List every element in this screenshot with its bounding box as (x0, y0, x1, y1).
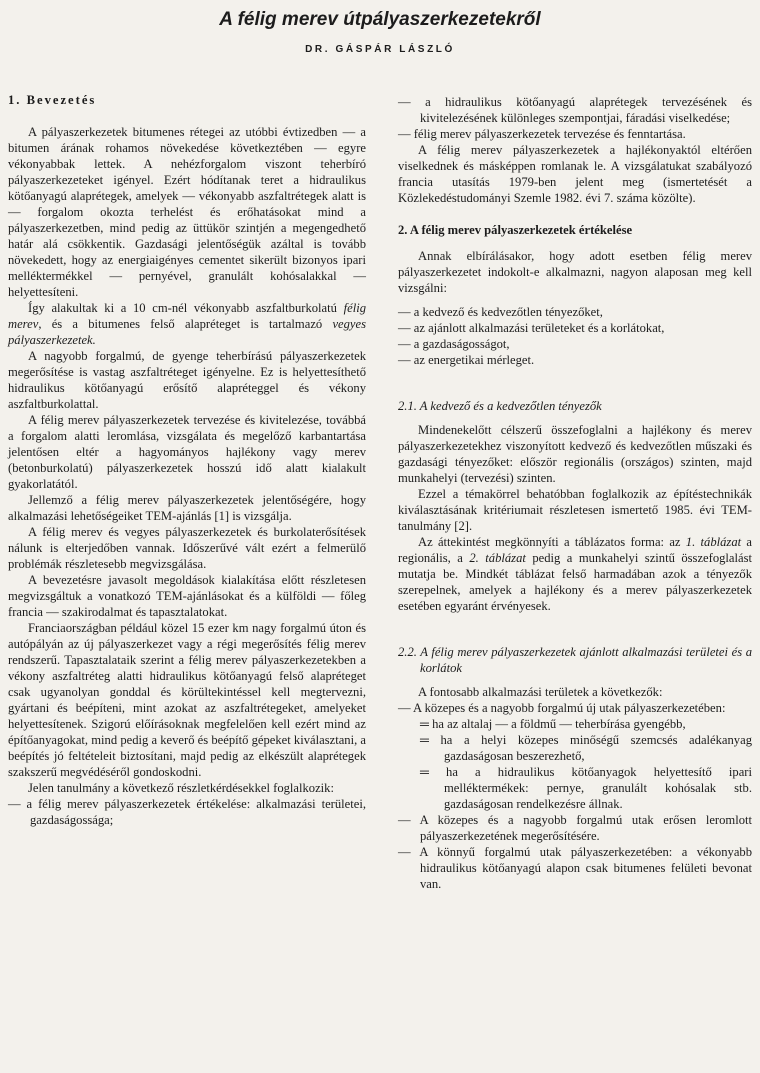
list-item: — A közepes és a nagyobb forgalmú új utak pályaszerkezetében: (398, 701, 726, 715)
paragraph: Annak elbírálásakor, hogy adott esetben félig merev pályaszerkezetet indokolt-e alkalmazni, nagyon alaposan meg kell vizsgálni: (398, 249, 752, 295)
text-span: Így alakultak ki a 10 cm-nél vékonyabb aszfaltburkolatú (28, 301, 344, 315)
paragraph (398, 534, 752, 614)
sub-list-item: ═ ha a helyi közepes minőségű szemcsés adalékanyag gazdaságosan beszerezhető, (420, 733, 752, 763)
paragraph: A bevezetésre javasolt megoldások kialakítása előtt részletesen megvizsgáltuk a vonatkozó TEM-ajánlásokat és a külföldi — főleg francia — szakirodalmat és tapasztalatokat. (8, 573, 366, 619)
paragraph (8, 300, 366, 348)
list-item: — a hidraulikus kötőanyagú alaprétegek tervezésének és kivitelezésének különleges szempontjai, fáradási viselkedése; (398, 95, 752, 125)
list-item: — A közepes és a nagyobb forgalmú utak erősen leromlott pályaszerkezetének megerősítésére. (398, 813, 752, 843)
paragraph: Mindenekelőtt célszerű összefoglalni a hajlékony és merev pályaszerkezetekhez viszonyított kedvező és kedvezőtlen műszaki és gazdasági tényezőket: először regionális (országos) szinten, majd munkahelyi (tervezési) szinten. (398, 423, 752, 485)
text-span: a regionális, a (398, 535, 752, 565)
subsection-heading: 2.2. A félig merev pályaszerkezetek ajánlott alkalmazási területei és a korlátok (398, 645, 752, 675)
section-heading-intro: 1. Bevezetés (8, 93, 97, 107)
paragraph: A fontosabb alkalmazási területek a következők: (418, 685, 663, 699)
list-item: — az ajánlott alkalmazási területeket és a korlátokat, (398, 321, 665, 335)
left-column (8, 92, 366, 828)
section-heading-evaluation: 2. A félig merev pályaszerkezetek értékelése (398, 223, 633, 237)
list-item: — a gazdaságosságot, (398, 337, 510, 351)
paragraph: Ezzel a témakörrel behatóbban foglalkozik az építéstechnikák kiválasztásának kritériumait részletesen ismertető 1985. évi TEM-tanulmány [2]. (398, 487, 752, 533)
paragraph: Franciaországban például közel 15 ezer km nagy forgalmú úton és autópályán az új pályaszerkezet vagy a régi megerősítés félig merev rendszerű. Tapasztalataik szerint a félig merev pályaszerkezetekben a vékony aszfaltréteg alatti hidraulikus kötőanyagú felső alapréteget csak ugyanolyan gonddal és körültekintéssel kell megtervezni, gyártani és beépíteni, mint azokat az aszfaltrétegeket, amelyeket helyettesítenek. Szigorú előírásoknak megfelelően kell ezért mind az építőanyagokat, mind pedig a keverő és beépítő gépeket kiválasztani, a beépítés jó feltételeit biztosítani, majd pedig az elkészült alaprétegek szakszerű megvédéséről gondoskodni. (8, 621, 366, 779)
list-item: — a félig merev pályaszerkezetek értékelése: alkalmazási területei, gazdaságossága; (8, 797, 366, 827)
list-item: — A könnyű forgalmú utak pályaszerkezetében: a vékonyabb hidraulikus kötőanyagú alapon csak bitumenes felületi bevonat van. (398, 845, 752, 891)
paragraph: Jellemző a félig merev pályaszerkezetek jelentőségére, hogy alkalmazási lehetőségeiket TEM-ajánlás [1] is vizsgálja. (8, 493, 366, 523)
paragraph: A félig merev és vegyes pályaszerkezetek és burkolaterősítések nálunk is elterjedőben vannak. Időszerűvé vált ezért a felmerülő problémák részletesebb megvizsgálása. (8, 525, 366, 571)
text-span: pedig a munkahelyi szintű összefoglalást mutatja be. Mindkét táblázat felső harmadában azok a tényezők szerepelnek, amelyek a hajlékony és a merev pályaszerkezetek esetében egyaránt érvényesek. (398, 551, 752, 613)
article-author: DR. GÁSPÁR LÁSZLÓ (305, 44, 455, 55)
text-span: , és a bitumenes felső alapréteget is tartalmazó (38, 317, 333, 331)
paragraph: A félig merev pályaszerkezetek tervezése és kivitelezése, továbbá a forgalom alatti leromlása, vizsgálata és megelőző karbantartása jelentősen eltér a hagyományos hajlékony vagy merev (betonburkolatú) pályaszerkezetek hosszú idő alatt kialakult gyakorlatától. (8, 413, 366, 491)
right-column (398, 94, 752, 892)
emphasis: 2. táblázat (469, 551, 526, 565)
paragraph: A félig merev pályaszerkezetek a hajlékonyaktól eltérően viselkednek és másképpen romlanak le. A vizsgálatukat szabályozó francia utasítás 1979-ben jelent meg (ismertetését a Közlekedéstudományi Szemle 1982. évi 7. száma közölte). (398, 143, 752, 205)
emphasis: 1. táblázat (685, 535, 742, 549)
paragraph: Jelen tanulmány a következő részletkérdésekkel foglalkozik: (28, 781, 334, 795)
sub-list-item: ═ ha a hidraulikus kötőanyagok helyettesítő ipari melléktermékek: pernye, granulált kohósalak stb. gazdaságosan rendelkezésre állnak. (420, 765, 752, 811)
text-span: Az áttekintést megkönnyíti a táblázatos forma: az (418, 535, 686, 549)
article-title: A félig merev útpályaszerkezetekről (219, 9, 541, 30)
paragraph: A nagyobb forgalmú, de gyenge teherbírású pályaszerkezetek megerősítése is vastag aszfaltréteget igényelne. Ez is helyettesíthető hidraulikus kötőanyagú erősítő alapréteggel és vékony aszfaltburkolattal. (8, 349, 366, 411)
paragraph: A pályaszerkezetek bitumenes rétegei az utóbbi évtizedben — a bitumen árának rohamos növekedése következtében — egyre vékonyabbak lettek. A nehézforgalom viszont teherbíró pályaszerkezeteket igényel. Ezért hódítanak teret a hidraulikus kötőanyagú alaprétegek, amelyek — vékonyabb aszfaltrétegek alatt is — forgalom okozta terhelést és erőhatásokat mind a pályaszerkezetben, mind pedig az üttükör szintjén a megengedhető határ alá csökkentik. Gazdasági jelentőségük azáltal is tovább növekedett, hogy az energiaigényes cementet sikerült bizonyos ipari melléktermékkel — pernyével, granulált kohósalakkal — helyettesíteni. (8, 125, 366, 299)
list-item: — a kedvező és kedvezőtlen tényezőket, (398, 305, 603, 319)
emphasis: vegyes pályaszerkezetek. (8, 317, 366, 347)
list-item: — az energetikai mérleget. (398, 353, 535, 367)
subsection-heading: 2.1. A kedvező és a kedvezőtlen tényezők (398, 399, 602, 413)
list-item: — félig merev pályaszerkezetek tervezése és fenntartása. (398, 127, 686, 141)
sub-list-item: ═ ha az altalaj — a földmű — teherbírása gyengébb, (420, 717, 686, 731)
emphasis: félig merev (8, 301, 366, 331)
